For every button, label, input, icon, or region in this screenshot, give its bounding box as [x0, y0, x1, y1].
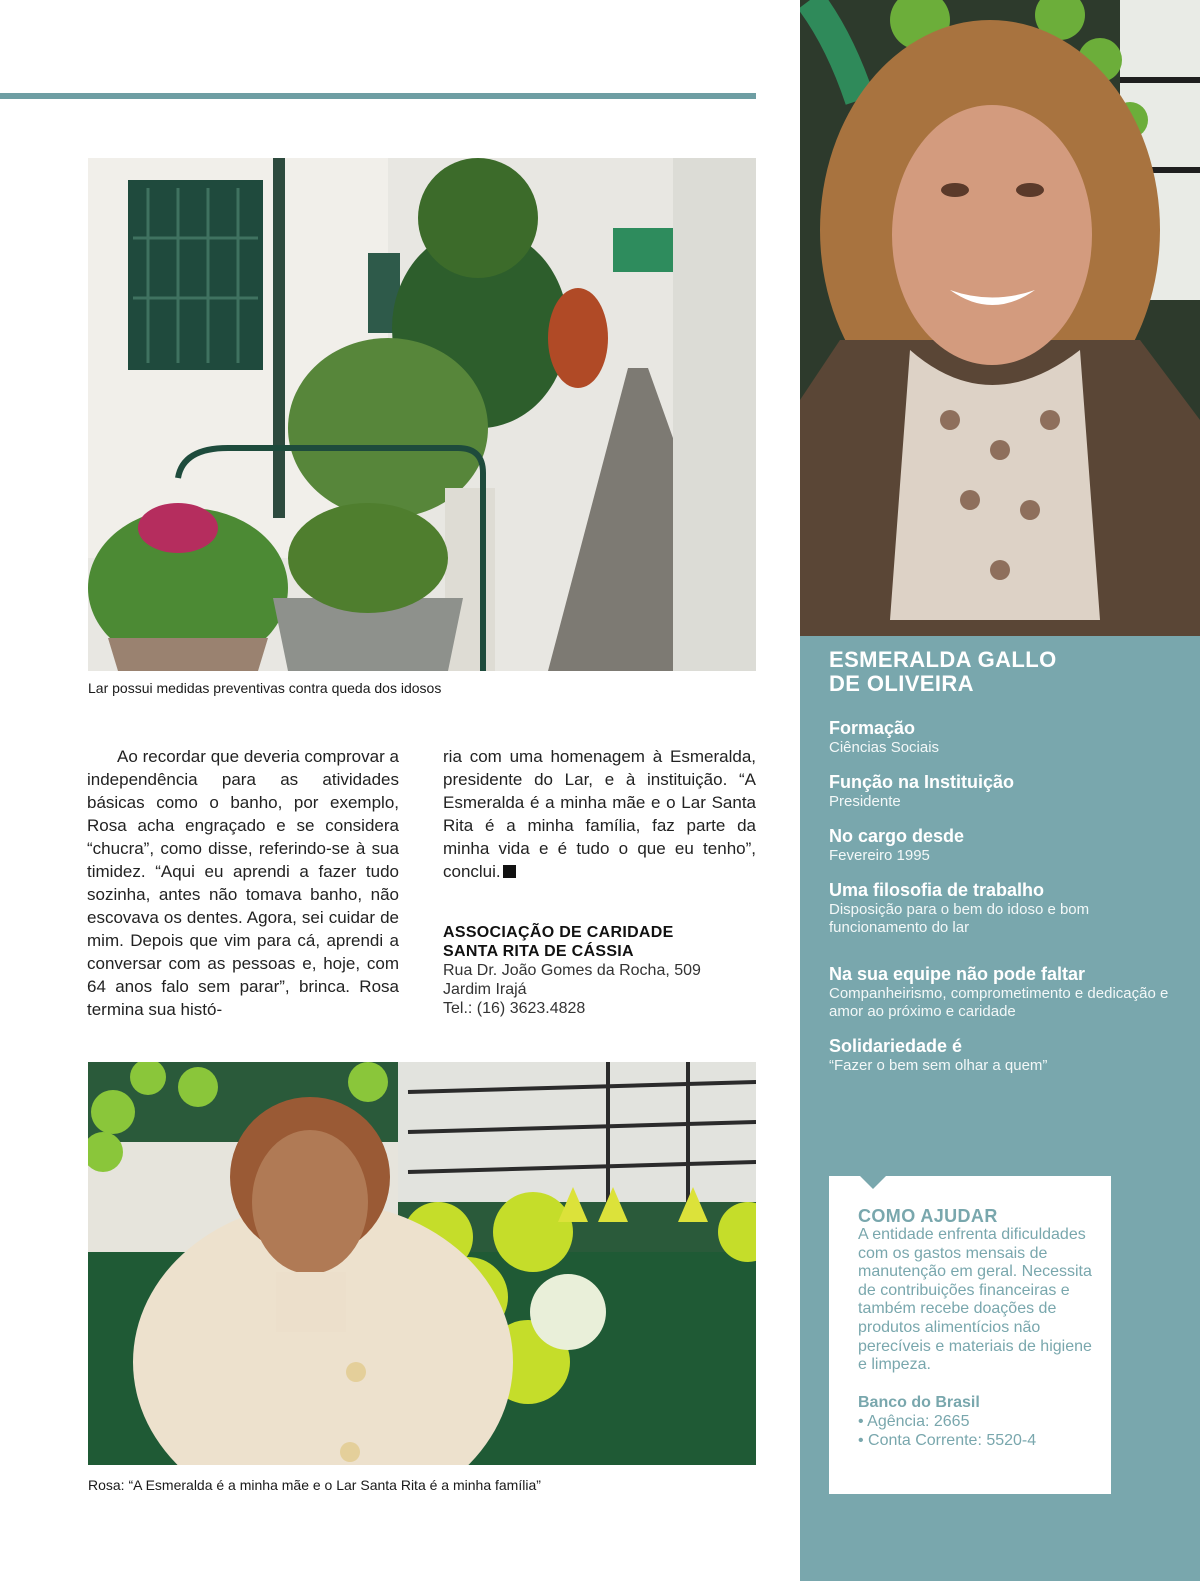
association-address: Rua Dr. João Gomes da Rocha, 509	[443, 962, 701, 979]
fact-label: Formação	[829, 718, 916, 738]
bank-agency: • Agência: 2665	[858, 1412, 970, 1430]
fact-solidariedade	[829, 1035, 1169, 1075]
association-name-1: ASSOCIAÇÃO DE CARIDADE	[443, 924, 674, 941]
how-to-help-title: COMO AJUDAR	[858, 1206, 998, 1226]
association-phone: Tel.: (16) 3623.4828	[443, 1000, 586, 1017]
fact-funcao	[829, 771, 1169, 811]
fact-value: “Fazer o bem sem olhar a quem”	[829, 1057, 1048, 1074]
fact-label: No cargo desde	[829, 826, 965, 846]
fact-value: Presidente	[829, 793, 901, 810]
fact-formacao	[829, 717, 1169, 757]
how-to-help-text: A entidade enfrenta dificuldades com os gastos mensais de manutenção em geral. Necessita de contribuições financeiras e também recebe doações de produtos alimentícios não perecíveis e materiais de higiene e limpeza.	[858, 1226, 1092, 1374]
esmeralda-portrait	[800, 0, 1200, 636]
association-block	[443, 923, 763, 1018]
photo-caption-top: Lar possui medidas preventivas contra queda dos idosos	[88, 680, 442, 696]
how-to-help-box	[829, 1176, 1111, 1494]
profile-facts	[829, 717, 1169, 1089]
association-district: Jardim Irajá	[443, 981, 527, 998]
fact-value: Fevereiro 1995	[829, 847, 930, 864]
fact-label: Solidariedade é	[829, 1036, 963, 1056]
rosa-photo	[88, 1062, 756, 1465]
photo-caption-bottom: Rosa: “A Esmeralda é a minha mãe e o Lar Santa Rita é a minha família”	[88, 1477, 541, 1493]
fact-equipe	[829, 963, 1169, 1021]
body-text-1: Ao recordar que deveria comprovar a independência para as atividades básicas como o banho, por exemplo, Rosa acha engraçado e se considera “chucra”, como disse, referindo-se à sua timidez. “Aqui eu aprendi a fazer tudo sozinha, antes não tomava banho, não escovava os dentes. Agora, sei cuidar de mim. Depois que vim para cá, aprendi a conversar com as pessoas e, hoje, com 64 anos falo sem parar”, brinca. Rosa termina sua histó-	[87, 747, 399, 1019]
body-column-1	[87, 745, 399, 1021]
top-rule	[0, 93, 756, 99]
box-notch	[859, 1175, 887, 1189]
body-text-2: ria com uma homenagem à Esmeralda, presidente do Lar, e à instituição. “A Esmeralda é a minha mãe e o Lar Santa Rita é a minha família, faz parte da minha vida e é tudo o que eu tenho”, conclui.	[443, 747, 756, 881]
profile-name-line2: DE OLIVEIRA	[829, 671, 974, 696]
fact-label: Função na Instituição	[829, 772, 1015, 792]
fact-label: Na sua equipe não pode faltar	[829, 964, 1086, 984]
association-name-2: SANTA RITA DE CÁSSIA	[443, 943, 634, 960]
fact-filosofia	[829, 879, 1169, 937]
fact-value: Companheirismo, comprometimento e dedicação e amor ao próximo e caridade	[829, 985, 1169, 1020]
walkway-photo	[88, 158, 756, 671]
body-column-2	[443, 745, 756, 883]
profile-name	[829, 648, 1169, 696]
bank-account: • Conta Corrente: 5520-4	[858, 1431, 1037, 1449]
profile-name-line1: ESMERALDA GALLO	[829, 647, 1057, 672]
end-of-article-icon	[503, 865, 516, 878]
bank-name: Banco do Brasil	[858, 1393, 980, 1411]
fact-value: Disposição para o bem do idoso e bom funcionamento do lar	[829, 901, 1090, 936]
fact-cargo-desde	[829, 825, 1169, 865]
fact-label: Uma filosofia de trabalho	[829, 880, 1045, 900]
fact-value: Ciências Sociais	[829, 739, 940, 756]
